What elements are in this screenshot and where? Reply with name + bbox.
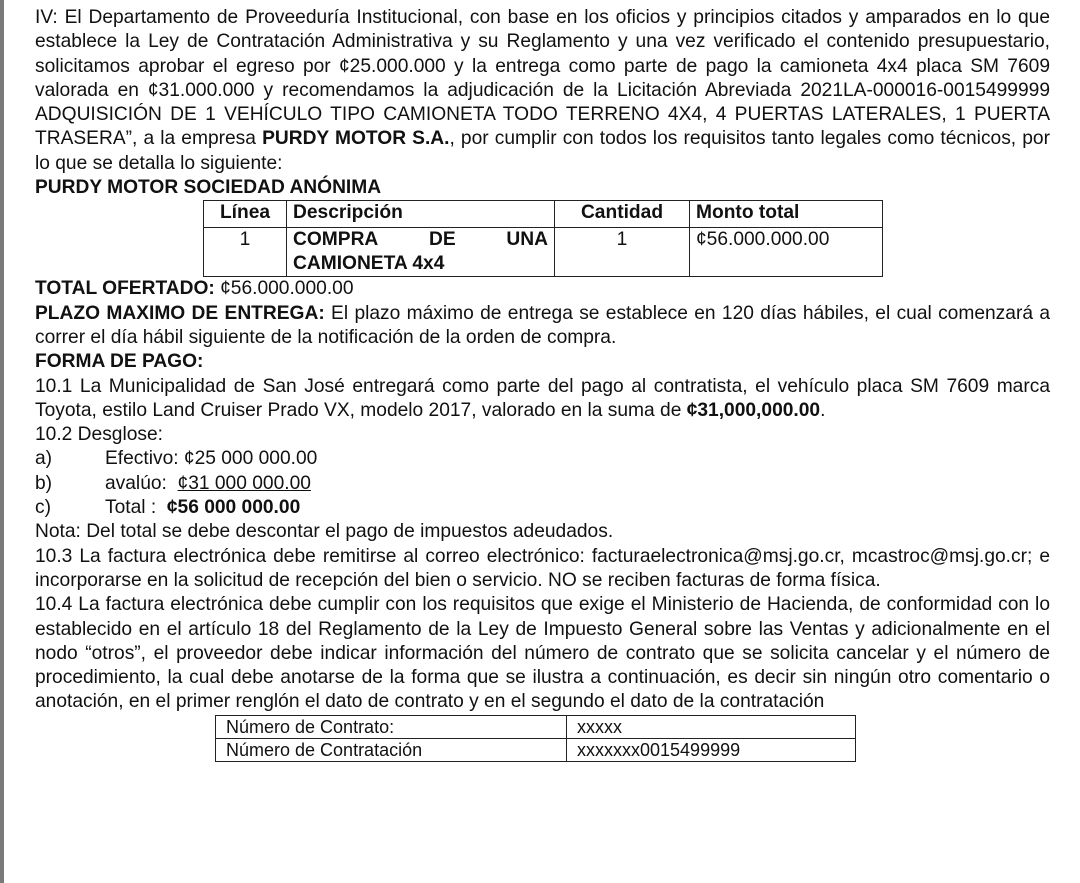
contract-value: xxxxx bbox=[567, 715, 856, 738]
offer-table bbox=[203, 200, 883, 277]
breakdown-b bbox=[35, 472, 1050, 496]
breakdown-b-label: avalúo: bbox=[105, 472, 178, 494]
offer-table-header bbox=[204, 201, 883, 228]
contratacion-value: xxxxxxx0015499999 bbox=[567, 738, 856, 761]
breakdown-c-key: c) bbox=[35, 497, 51, 519]
intro-end: , por cumplir con todos los requisitos tanto legales como técnicos, por lo que se detalla lo siguiente: bbox=[35, 128, 1050, 174]
total-line bbox=[35, 277, 1050, 301]
p101-text: 10.1 La Municipalidad de San José entregará como parte del pago al contratista, el vehículo placa SM 7609 marca Toyota, estilo Land Cruiser Prado VX, modelo 2017, valorado en la suma de bbox=[35, 375, 1050, 421]
desc-word-2: DE bbox=[429, 229, 456, 251]
header-linea: Línea bbox=[204, 201, 287, 228]
table-row bbox=[204, 228, 883, 277]
header-monto: Monto total bbox=[690, 201, 883, 228]
breakdown-c bbox=[35, 496, 1050, 520]
paragraph-10-3: 10.3 La factura electrónica debe remitirse al correo electrónico: facturaelectronica@msj.go.cr, mcastroc@msj.go.cr; e incorporarse en la solicitud de recepción del bien o servicio. NO se reciben facturas de forma física. bbox=[35, 545, 1050, 591]
cell-line: 1 bbox=[204, 228, 287, 277]
breakdown-b-value: ¢31 000 000.00 bbox=[177, 472, 311, 494]
nota-line: Nota: Del total se debe descontar el pago de impuestos adeudados. bbox=[35, 521, 614, 543]
breakdown-a bbox=[35, 447, 1050, 471]
forma-pago-heading bbox=[35, 350, 1050, 374]
plazo-text: El plazo máximo de entrega se establece en 120 días hábiles, el cual comenzará a correr el día hábil siguiente de la notificación de la orden de compra. bbox=[35, 302, 1051, 348]
p101-amount: ¢31,000,000.00 bbox=[686, 399, 821, 421]
cell-description bbox=[287, 228, 555, 277]
breakdown-a-value: ¢25 000 000.00 bbox=[183, 448, 318, 470]
total-label: TOTAL OFERTADO: bbox=[35, 278, 215, 300]
breakdown-a-label: Efectivo: bbox=[105, 448, 184, 470]
description-line-2: CAMIONETA 4x4 bbox=[293, 253, 445, 275]
cell-amount: ¢56.000.000.00 bbox=[690, 228, 883, 277]
table-row bbox=[216, 738, 856, 761]
paragraph-10-1 bbox=[35, 375, 1050, 424]
total-value: ¢56.000.000.00 bbox=[214, 278, 354, 300]
contratacion-label: Número de Contratación bbox=[216, 738, 567, 761]
header-cantidad: Cantidad bbox=[555, 201, 690, 228]
contract-label: Número de Contrato: bbox=[216, 715, 567, 738]
forma-pago-label: FORMA DE PAGO: bbox=[35, 351, 204, 373]
company-inline: PURDY MOTOR S.A. bbox=[262, 128, 450, 150]
breakdown-a-key: a) bbox=[35, 448, 53, 470]
plazo-paragraph bbox=[35, 302, 1050, 351]
desc-word-3: UNA bbox=[506, 229, 548, 251]
page-left-border bbox=[0, 0, 4, 883]
breakdown-c-label: Total : bbox=[105, 497, 167, 519]
plazo-label: PLAZO MAXIMO DE ENTREGA: bbox=[35, 302, 325, 324]
table-row bbox=[216, 715, 856, 738]
document-page bbox=[35, 6, 1050, 762]
breakdown-b-key: b) bbox=[35, 472, 53, 494]
contract-table bbox=[215, 715, 856, 762]
paragraph-10-4: 10.4 La factura electrónica debe cumplir con los requisitos que exige el Ministerio de Hacienda, de conformidad con lo establecido en el artículo 18 del Reglamento de la Ley de Impuesto General sobre las Ventas y adicionalmente en el nodo “otros”, el proveedor debe indicar información del número de contrato que se solicita cancelar y el número de procedimiento, la cual debe anotarse de la forma que se ilustra a continuación, es decir sin ningún otro comentario o anotación, en el primer renglón el dato de contrato y en el segundo el dato de la contratación bbox=[35, 594, 1050, 713]
header-descripcion: Descripción bbox=[287, 201, 555, 228]
intro-paragraph bbox=[35, 6, 1050, 176]
intro-text: IV: El Departamento de Proveeduría Institucional, con base en los oficios y principios citados y amparados en lo que establece la Ley de Contratación Administrativa y su Reglamento y una vez verificado el contenido presupuestario, solicitamos aprobar el egreso por ¢25.000.000 y la entrega como parte de pago la camioneta 4x4 placa SM 7609 valorada en ¢31.000.000 y recomendamos la adjudicación de la Licitación Abreviada 2021LA-000016-0015499999 ADQUISICIÓN DE 1 VEHÍCULO TIPO CAMIONETA TODO TERRENO 4X4, 4 PUERTAS LATERALES, 1 PUERTA TRASERA”, a la empresa bbox=[35, 7, 1050, 150]
cell-quantity: 1 bbox=[555, 228, 690, 277]
breakdown-c-value: ¢56 000 000.00 bbox=[166, 497, 301, 519]
p101-end: . bbox=[820, 399, 826, 421]
description-line-1 bbox=[293, 228, 548, 252]
desc-word-1: COMPRA bbox=[293, 229, 379, 251]
paragraph-10-2: 10.2 Desglose: bbox=[35, 424, 163, 446]
company-heading bbox=[35, 176, 1050, 200]
company-heading-text: PURDY MOTOR SOCIEDAD ANÓNIMA bbox=[35, 177, 382, 199]
